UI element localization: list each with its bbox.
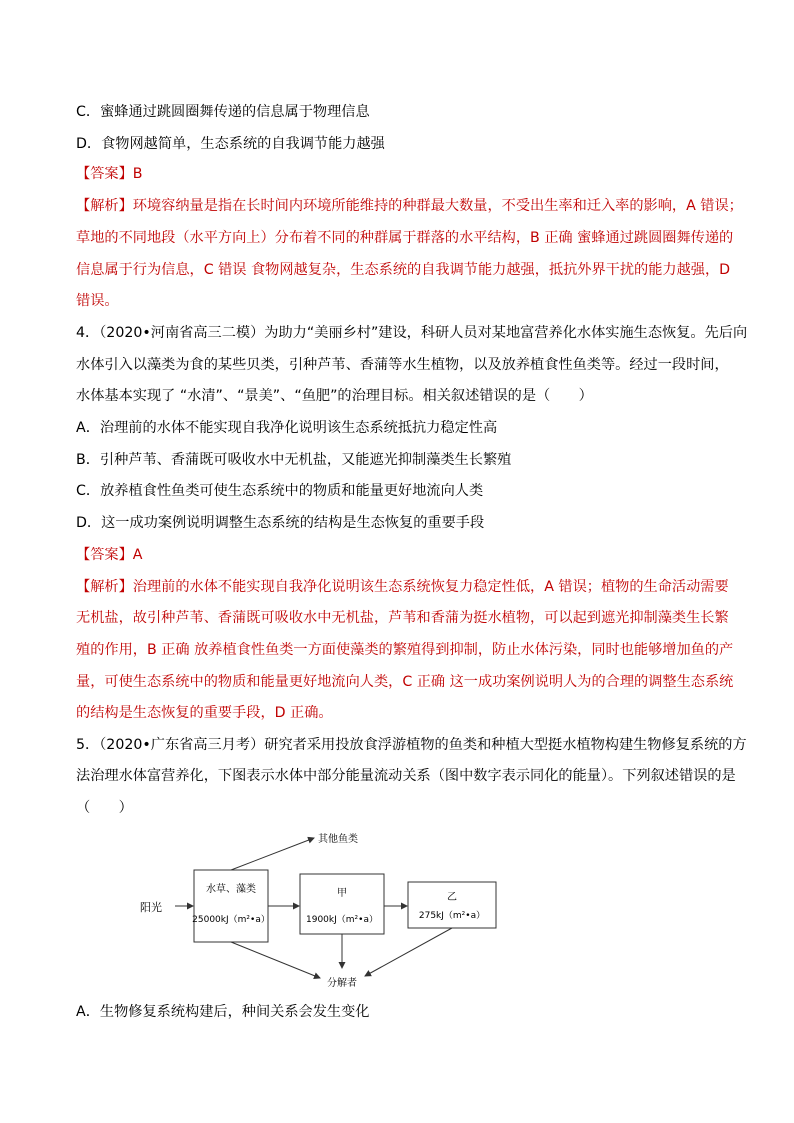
label-jia-name: 甲 <box>337 888 347 899</box>
q4-stem-line-2: 水体引入以藻类为食的某些贝类，引种芦苇、香蒲等水生植物，以及放养植食性鱼类等。经过一段时间， <box>76 357 729 373</box>
q4-analysis-line-5: 的结构是生态恢复的重要手段，D 正确。 <box>76 705 333 721</box>
q4-option-a: A．治理前的水体不能实现自我净化说明该生态系统抵抗力稳定性高 <box>76 420 498 436</box>
answer-tag: 【答案】 <box>76 547 133 563</box>
q4-option-c: C．放养植食性鱼类可使生态系统中的物质和能量更好地流向人类 <box>76 483 484 499</box>
box-jia <box>300 874 384 934</box>
q4-analysis-line-3: 殖的作用，B 正确 放养植食性鱼类一方面使藻类的繁殖得到抑制，防止水体污染，同时也能够增加鱼的产 <box>76 642 734 658</box>
analysis-tag: 【解析】 <box>76 579 133 595</box>
q4-analysis-line-2: 无机盐，故引种芦苇、香蒲既可吸收水中无机盐，芦苇和香蒲为挺水植物，可以起到遮光抑制藻类生长繁 <box>76 610 729 626</box>
q3-analysis-line-1 <box>76 196 743 216</box>
q5-option-a: A．生物修复系统构建后，种间关系会发生变化 <box>76 1004 370 1020</box>
label-yi-name: 乙 <box>447 892 457 903</box>
label-yi-value: 275kJ（m²•a） <box>418 911 486 921</box>
q5-stem-line-1: 5．（2020•广东省高三月考）研究者采用投放食浮游植物的鱼类和种植大型挺水植物构建生物修复系统的方 <box>76 737 747 753</box>
q3-analysis-line-4: 错误。 <box>76 293 119 309</box>
q3-answer <box>76 164 143 184</box>
q4-stem-line-3: 水体基本实现了 “水清”、“景美”、“鱼肥”的治理目标。相关叙述错误的是（ ） <box>76 388 593 404</box>
q3-option-c: C．蜜蜂通过跳圆圈舞传递的信息属于物理信息 <box>76 104 370 120</box>
label-other-fish: 其他鱼类 <box>318 834 358 845</box>
q4-stem-line-1: 4．（2020•河南省高三二模）为助力“美丽乡村”建设，科研人员对某地富营养化水体实施生态恢复。先后向 <box>76 325 748 341</box>
q4-answer <box>76 545 142 565</box>
q5-stem-line-2: 法治理水体富营养化，下图表示水体中部分能量流动关系（图中数字表示同化的能量）。下列叙述错误的是 <box>76 768 736 784</box>
analysis-tag: 【解析】 <box>76 198 133 214</box>
analysis-text: 环境容纳量是指在长时间内环境所能维持的种群最大数量，不受出生率和迁入率的影响，A 错误； <box>132 198 743 214</box>
label-producers-name: 水草、藻类 <box>206 884 256 895</box>
arrow-producers-to-decomposer <box>231 942 320 978</box>
label-jia-value: 1900kJ（m²•a） <box>306 915 378 925</box>
q3-analysis-line-2: 草地的不同地段（水平方向上）分布着不同的种群属于群落的水平结构，B 正确 蜜蜂通过跳圆圈舞传递的 <box>76 230 734 246</box>
q4-option-d: D．这一成功案例说明调整生态系统的结构是生态恢复的重要手段 <box>76 515 485 531</box>
box-yi <box>408 882 496 928</box>
box-producers <box>194 870 268 942</box>
answer-value: B <box>132 166 143 182</box>
label-sunlight: 阳光 <box>140 901 162 914</box>
q4-analysis-line-1 <box>76 577 729 597</box>
q3-option-d: D．食物网越简单，生态系统的自我调节能力越强 <box>76 136 385 152</box>
q5-stem-line-3: （ ） <box>76 800 133 816</box>
q3-analysis-line-3: 信息属于行为信息，C 错误 食物网越复杂，生态系统的自我调节能力越强，抵抗外界干扰的能力越强，D <box>76 262 731 278</box>
energy-flow-diagram <box>140 826 500 996</box>
answer-tag: 【答案】 <box>76 166 133 182</box>
q4-option-b: B．引种芦苇、香蒲既可吸收水中无机盐，又能遮光抑制藻类生长繁殖 <box>76 452 512 468</box>
label-producers-value: 25000kJ（m²•a） <box>192 915 270 925</box>
analysis-text: 治理前的水体不能实现自我净化说明该生态系统恢复力稳定性低，A 错误；植物的生命活动需要 <box>132 579 729 595</box>
arrow-to-other-fish <box>231 838 314 870</box>
label-decomposer: 分解者 <box>327 978 357 989</box>
arrow-yi-to-decomposer <box>365 928 452 976</box>
answer-value: A <box>132 547 143 563</box>
q4-analysis-line-4: 量，可使生态系统中的物质和能量更好地流向人类，C 正确 这一成功案例说明人为的合理的调整生态系统 <box>76 674 734 690</box>
